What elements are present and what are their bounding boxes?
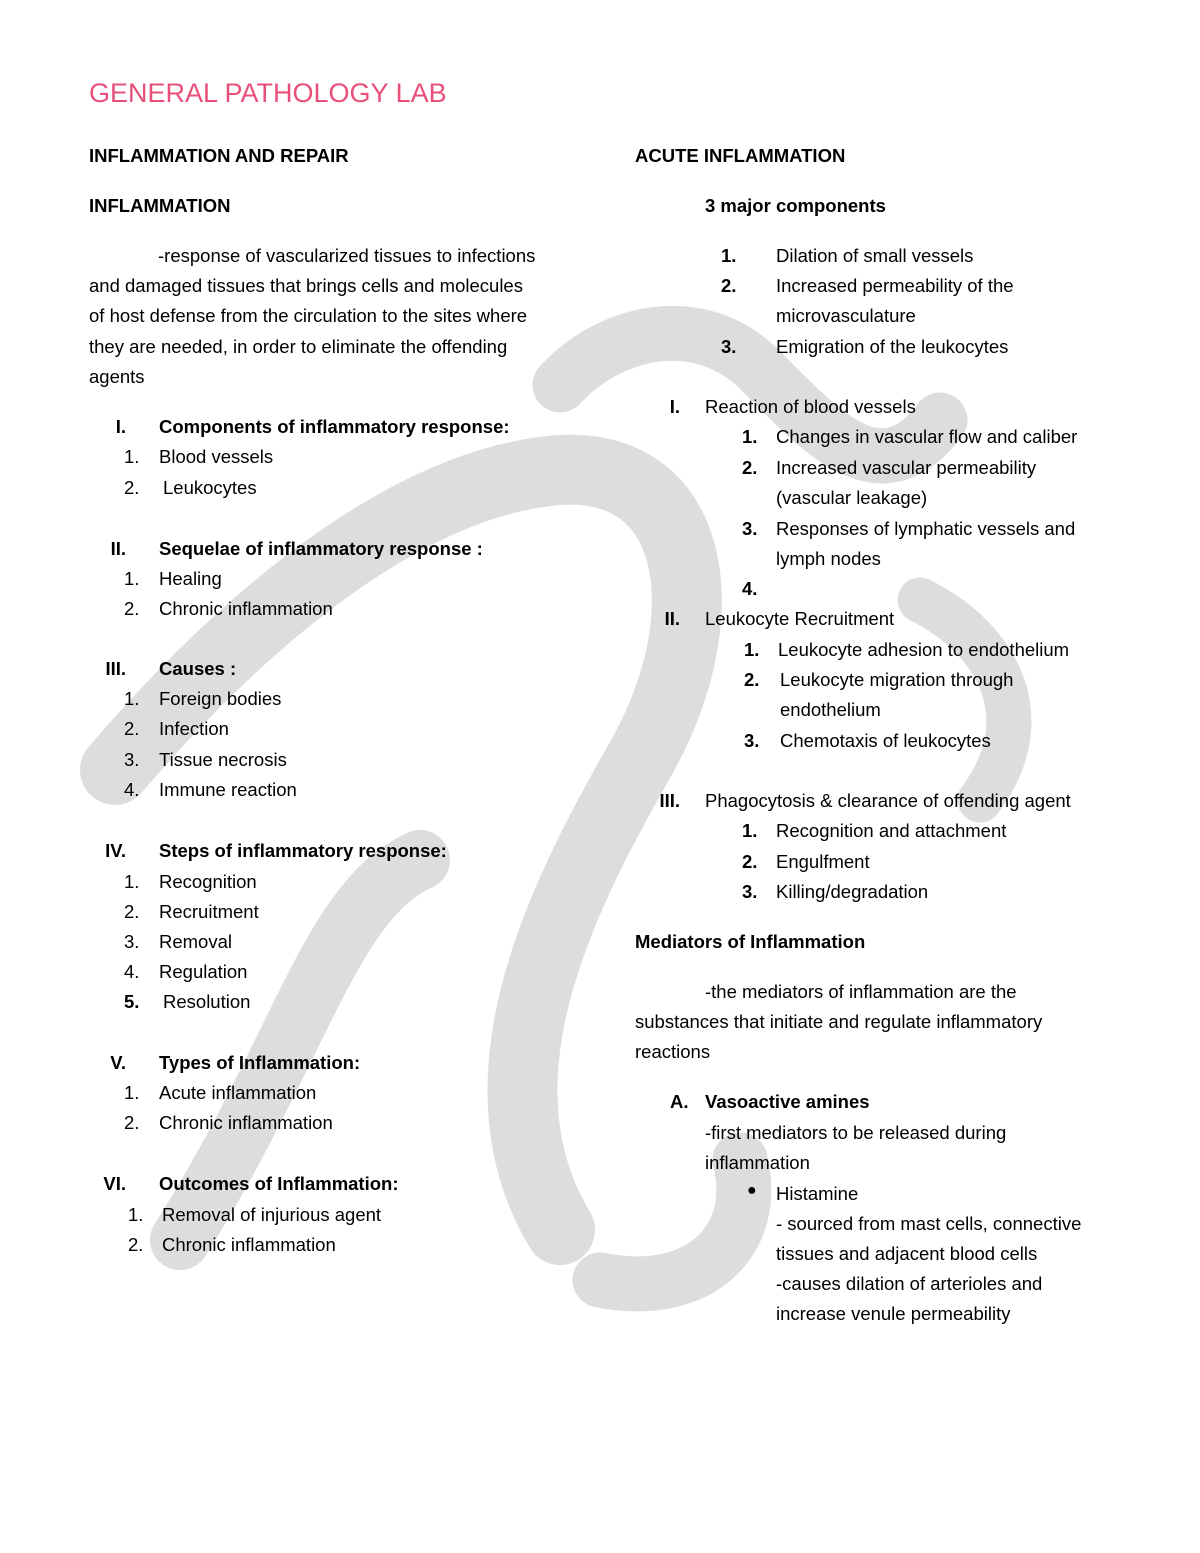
section-title: Causes : [159,658,237,679]
list-item: Increased vascular permeability [776,457,1037,478]
item-number: 2. [744,669,760,690]
item-number: 1. [124,446,140,467]
item-number: 2. [124,1112,140,1133]
list-item: Engulfment [776,851,870,872]
mediators-line: -the mediators of inflammation are the [705,981,1017,1002]
list-item: Responses of lymphatic vessels and [776,518,1076,539]
section-title: Sequelae of inflammatory response : [159,538,483,559]
list-item: Leukocyte adhesion to endothelium [778,639,1070,660]
item-number: 3. [124,931,140,952]
list-item-cont: (vascular leakage) [776,487,928,508]
list-item: Immune reaction [159,779,297,800]
section-numeral: I. [115,416,126,437]
bullet-line: - sourced from mast cells, connective [776,1213,1082,1234]
bullet-line: -causes dilation of arterioles and [776,1273,1043,1294]
list-item: Infection [159,718,229,739]
item-number: 1. [742,426,758,447]
definition-line: -response of vascularized tissues to infections [158,245,536,266]
left-subheading: INFLAMMATION [89,195,231,216]
list-item: Chemotaxis of leukocytes [780,730,991,751]
definition-line: of host defense from the circulation to the sites where [89,305,528,326]
list-item: Leukocytes [163,477,257,498]
item-number: 3. [124,749,140,770]
bullet-title: Histamine [776,1183,859,1204]
section-numeral: II. [110,538,126,559]
section-title: Outcomes of Inflammation: [159,1173,399,1194]
section-numeral: III. [105,658,126,679]
item-number: 1. [124,871,140,892]
section-title: Reaction of blood vessels [705,396,916,417]
item-number: 3. [744,730,760,751]
section-numeral: VI. [103,1173,126,1194]
component-item: Dilation of small vessels [776,245,974,266]
vasoactive-desc: inflammation [705,1152,810,1173]
item-number: 2. [124,718,140,739]
left-heading: INFLAMMATION AND REPAIR [89,145,349,166]
section-title: Leukocyte Recruitment [705,608,895,629]
list-item: Changes in vascular flow and caliber [776,426,1078,447]
mediators-line: reactions [635,1041,711,1062]
section-title: Types of Inflammation: [159,1052,361,1073]
item-number: 1. [124,1082,140,1103]
definition-line: they are needed, in order to eliminate the offending [89,336,508,357]
definition-line: and damaged tissues that brings cells and molecules [89,275,523,296]
list-item: Resolution [163,991,251,1012]
list-item: Tissue necrosis [159,749,287,770]
page-title: GENERAL PATHOLOGY LAB [89,78,447,108]
item-number: 1. [742,820,758,841]
section-title: Steps of inflammatory response: [159,840,447,861]
item-number: 2. [124,598,140,619]
list-item: Acute inflammation [159,1082,317,1103]
item-number: 3. [742,881,758,902]
item-number: 4. [124,961,140,982]
component-item-cont: microvasculature [776,305,916,326]
item-number: 2. [124,901,140,922]
section-numeral: V. [110,1052,126,1073]
list-item-cont: endothelium [780,699,881,720]
vasoactive-title: Vasoactive amines [705,1091,870,1112]
item-number: 5. [124,991,140,1012]
list-item: Removal [159,931,232,952]
section-numeral: I. [669,396,680,417]
item-number: 4. [124,779,140,800]
list-item: Healing [159,568,222,589]
mediators-title: Mediators of Inflammation [635,931,866,952]
components-title: 3 major components [705,195,886,216]
bullet-icon: ● [747,1182,757,1199]
section-title: Components of inflammatory response: [159,416,510,437]
item-number: 4. [742,578,758,599]
item-number: 1. [128,1204,144,1225]
list-item: Chronic inflammation [159,598,333,619]
list-item: Chronic inflammation [159,1112,333,1133]
section-title: Phagocytosis & clearance of offending agent [705,790,1071,811]
list-item-cont: lymph nodes [776,548,881,569]
bullet-line: increase venule permeability [776,1303,1011,1324]
item-number: 2. [721,275,737,296]
mediators-line: substances that initiate and regulate inflammatory [635,1011,1043,1032]
section-numeral: III. [659,790,680,811]
definition-line: agents [89,366,145,387]
section-numeral: II. [664,608,680,629]
right-heading: ACUTE INFLAMMATION [635,145,846,166]
list-item: Regulation [159,961,248,982]
item-number: 2. [124,477,140,498]
section-numeral: IV. [105,840,126,861]
item-number: 1. [124,688,140,709]
list-item: Blood vessels [159,446,274,467]
vasoactive-letter: A. [670,1091,689,1112]
item-number: 3. [721,336,737,357]
item-number: 2. [742,851,758,872]
list-item: Killing/degradation [776,881,929,902]
vasoactive-desc: -first mediators to be released during [705,1122,1007,1143]
list-item: Foreign bodies [159,688,282,709]
list-item: Recognition and attachment [776,820,1007,841]
list-item: Recruitment [159,901,259,922]
item-number: 2. [128,1234,144,1255]
list-item: Chronic inflammation [162,1234,336,1255]
item-number: 1. [721,245,737,266]
list-item: Leukocyte migration through [780,669,1014,690]
list-item: Removal of injurious agent [162,1204,382,1225]
list-item: Recognition [159,871,257,892]
component-item: Emigration of the leukocytes [776,336,1009,357]
item-number: 3. [742,518,758,539]
component-item: Increased permeability of the [776,275,1014,296]
bullet-line: tissues and adjacent blood cells [776,1243,1038,1264]
item-number: 2. [742,457,758,478]
item-number: 1. [124,568,140,589]
item-number: 1. [744,639,760,660]
